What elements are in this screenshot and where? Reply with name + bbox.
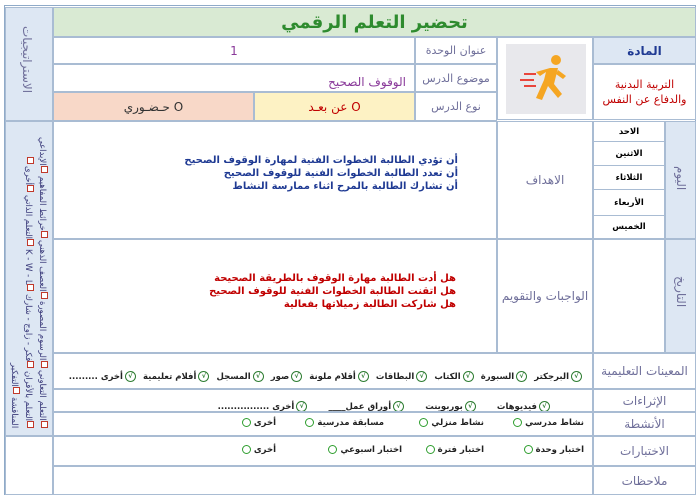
assessment-line: هل شاركت الطالبة زميلاتها بفعالية [283,299,456,310]
lesson-value-cell[interactable] [53,64,415,92]
activity-option[interactable]: نشاط مدرسي [510,418,584,428]
strategy-item[interactable]: التعلم بالأقران [23,371,33,428]
strategies-list [5,121,53,436]
aid-option[interactable]: √البطاقات [376,372,429,382]
unit-label-cell [415,37,497,64]
activities-cell [53,412,593,436]
strategy-item[interactable]: التفكير [9,363,19,394]
day-item[interactable]: الاثنين [594,142,664,166]
tests-label-cell [593,436,696,466]
strategy-item[interactable]: الإبداعي [37,137,47,173]
objectives-label: الاهداف [525,173,565,187]
notes-label: ملاحظات [621,473,668,488]
subject-value: التربية البدنية والدفاع عن النفس [602,78,687,106]
test-option[interactable]: اختبار اسبوعي [325,445,402,455]
subject-label-cell [593,37,696,64]
lesson-type-label-cell [415,92,497,121]
aid-option[interactable]: √صور [271,372,304,382]
test-option[interactable]: أخرى [239,445,276,455]
enrichment-option[interactable]: √فيديوهات [497,402,552,412]
strategy-item[interactable]: خرائط المفاهيم [37,176,47,238]
test-option[interactable]: اختبار وحدة [521,445,584,455]
strategies-footer [5,436,53,495]
enrichment-option[interactable]: √أخرى ................ [218,402,310,412]
day-item[interactable]: الخميس [612,222,646,232]
remote-label: عن بعـد O [308,99,361,114]
objectives-cell [53,121,497,239]
date-value-cell[interactable] [593,239,665,353]
day-label: اليوم [674,166,688,191]
strategies-header [5,7,53,121]
lesson-label: موضوع الدرس [422,71,490,85]
lesson-type-label: نوع الدرس [431,100,481,113]
aid-option[interactable]: √أفلام تعليمية [143,372,211,382]
subject-label: المادة [627,43,662,58]
strategies-items [6,128,50,428]
date-label-cell [665,239,696,353]
assessment-label: الواجبات والتقويم [501,289,589,303]
strategy-item[interactable]: التعلم الذاتي [23,195,33,246]
day-item[interactable]: الاحد [594,122,664,142]
objective-line: أن تؤدي الطالبة الخطوات الفنية لمهارة الوقوف الصحيح [184,155,458,166]
tests-label: الاختبارات [620,444,669,458]
enrichment-label: الإثراءات [622,393,667,408]
assessment-label-cell [497,239,593,353]
objective-line: أن تعدد الطالبة الخطوات الفنية للوقوف الصحيح [223,168,458,179]
days-list [593,121,665,239]
lesson-label-cell [415,64,497,92]
unit-label: عنوان الوحدة [425,44,487,57]
day-label-cell [665,121,696,239]
strategy-item[interactable]: K - W - L [23,249,33,292]
enrichment-label-cell [593,389,696,412]
notes-input[interactable] [53,466,593,495]
assessment-line: هل أدت الطالبة مهارة الوقوف بالطريقة الصحيحة [214,273,456,284]
attendance-label: حـضـوري O [123,99,184,114]
strategy-item[interactable]: العصف الذهني [37,240,47,298]
remote-option[interactable] [254,92,415,121]
day-item[interactable]: الأربعاء [594,190,664,216]
title-bar [53,7,696,37]
aid-option[interactable]: √البرجكتر [534,372,584,382]
enrichment-option[interactable]: √بوربوينت [425,402,478,412]
enrichment-cell [53,389,593,412]
strategy-item[interactable]: المناقشة [9,157,33,428]
strategy-item[interactable]: أخرى [23,166,33,192]
running-person-icon [506,44,586,114]
aids-label-cell [593,353,696,389]
activity-option[interactable]: أخرى [239,418,276,428]
objectives-label-cell [497,121,593,239]
test-option[interactable]: اختبار فترة [423,445,484,455]
activity-option[interactable]: مسابقة مدرسية [302,418,384,428]
aids-label: المعينات التعليمية [601,364,688,378]
activity-option[interactable]: نشاط منزلي [416,418,484,428]
activities-label: الأنشطة [624,417,665,431]
strategy-item[interactable]: فكر - زاوج - شارك [23,294,33,368]
aid-option[interactable]: √المسجل [217,372,266,382]
strategy-item[interactable]: التعلم التعاوني [37,370,47,428]
unit-value: 1 [230,43,238,58]
strategy-item[interactable]: الرسوم المصورة [37,301,47,367]
aid-option[interactable]: √الكتاب [434,372,475,382]
assessment-line: هل اتقنت الطالبة الخطوات الفنية للوقوف الصحيح [209,286,456,297]
notes-label-cell [593,466,696,495]
activities-label-cell [593,412,696,436]
aid-option[interactable]: √أخرى ......... [69,372,138,382]
date-label: التاريخ [674,276,688,308]
unit-value-cell[interactable] [53,37,415,64]
page-title: تحضير التعلم الرقمي [281,11,468,33]
objective-line: أن تشارك الطالبة بالمرح اثناء ممارسة النشاط [232,181,458,192]
subject-value-cell [593,64,696,120]
assessment-cell [53,239,497,353]
tests-cell [53,436,593,466]
day-item[interactable]: الثلاثاء [594,166,664,190]
aid-option[interactable]: √السبورة [481,372,529,382]
lesson-value: الوقوف الصحيح [328,75,406,89]
aids-cell [53,353,593,389]
attendance-option[interactable] [53,92,254,121]
aid-option[interactable]: √أقلام ملونة [309,372,371,382]
strategies-label: الاستراتيجيات [20,26,34,94]
logo-cell [497,37,593,120]
enrichment-option[interactable]: √أوراق عمل____ [328,402,406,412]
